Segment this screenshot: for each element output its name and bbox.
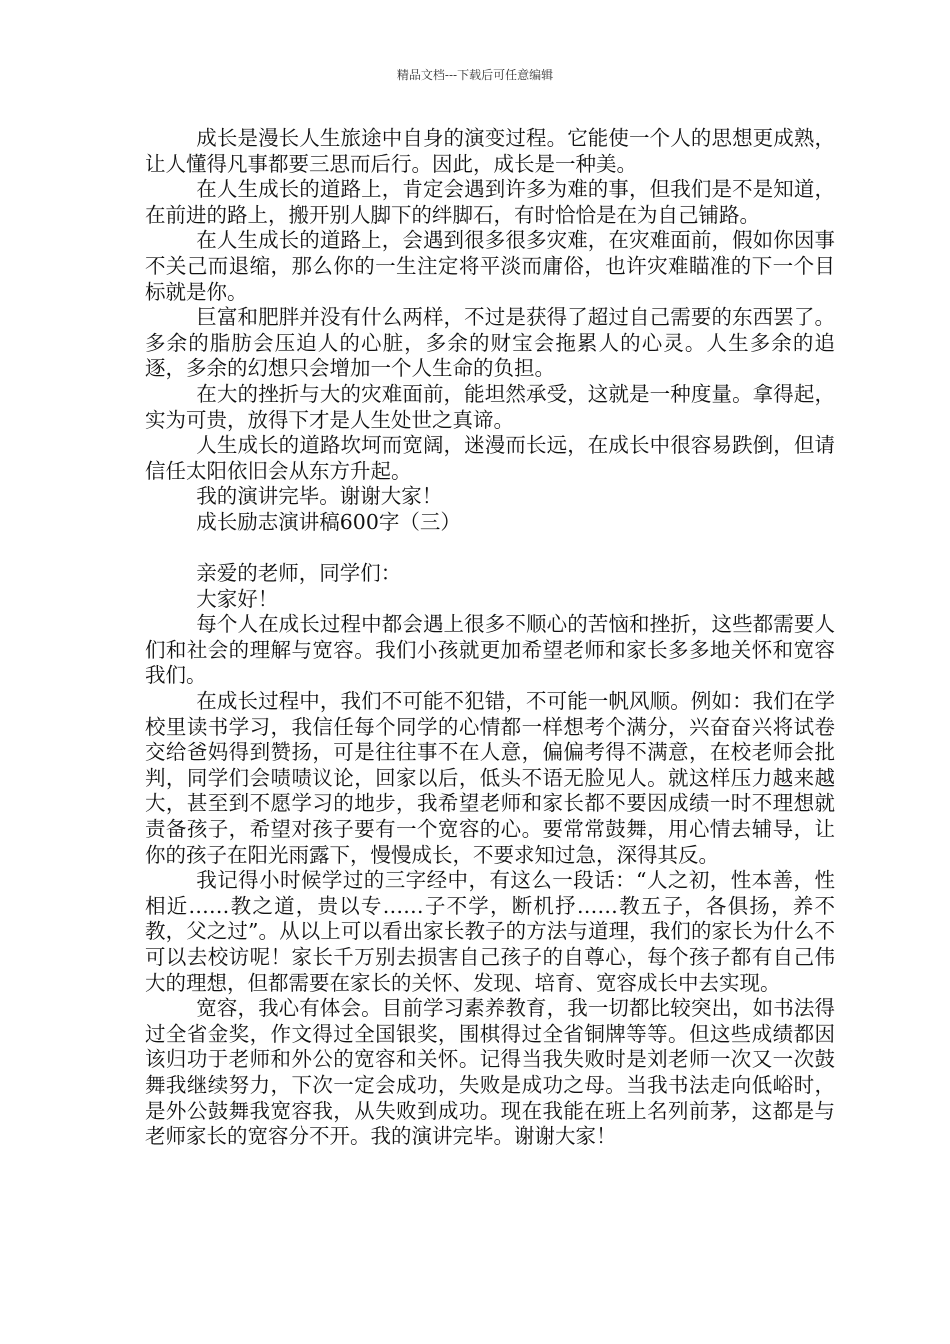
paragraph: 每个人在成长过程中都会遇上很多不顺心的苦恼和挫折，这些都需要人们和社会的理解与宽容。我们小孩就更加希望老师和家长多多地关怀和宽容我们。 [145,612,835,688]
paragraph: 在成长过程中，我们不可能不犯错，不可能一帆风顺。例如：我们在学校里读书学习，我信任每个同学的心情都一样想考个满分，兴奋奋兴将试卷交给爸妈得到赞扬，可是往往事不在人意，偏偏考得不满意，在校老师会批判，同学们会啧啧议论，回家以后，低头不语无脸见人。就这样压力越来越大，甚至到不愿学习的地步，我希望老师和家长都不要因成绩一时不理想就责备孩子，希望对孩子要有一个宽容的心。要常常鼓舞，用心情去辅导，让你的孩子在阳光雨露下，慢慢成长，不要求知过急，深得其反。 [145,689,835,867]
closing-line: 我的演讲完毕。谢谢大家！ [196,484,443,509]
paragraph: 在人生成长的道路上，会遇到很多很多灾难，在灾难面前，假如你因事不关己而退缩，那么你的一生注定将平淡而庸俗，也许灾难瞄准的下一个目标就是你。 [145,228,835,304]
paragraph: 我记得小时候学过的三字经中，有这么一段话：“人之初，性本善，性相近……教之道，贵以专……子不学，断机抒……教五子，各俱扬，养不教，父之过”。从以上可以看出家长教子的方法与道理，我们的家长为什么不可以去校访呢！家长千万别去损害自己孩子的自尊心，每个孩子都有自己伟大的理想，但都需要在家长的关怀、发现、培育、宽容成长中去实现。 [145,868,835,995]
paragraph: 成长是漫长人生旅途中自身的演变过程。它能使一个人的思想更成熟，让人懂得凡事都要三思而后行。因此，成长是一种美。 [145,126,835,176]
paragraph: 巨富和肥胖并没有什么两样，不过是获得了超过自己需要的东西罢了。多余的脂肪会压迫人的心脏，多余的财宝会拖累人的心灵。人生多余的追逐，多余的幻想只会增加一个人生命的负担。 [145,305,835,381]
salutation: 亲爱的老师，同学们： [196,561,402,586]
paragraph: 在人生成长的道路上，肯定会遇到许多为难的事，但我们是不是知道，在前进的路上，搬开别人脚下的绊脚石，有时恰恰是在为自己铺路。 [145,177,835,227]
page-header: 精品文档---下载后可任意编辑 [396,68,554,82]
document-body [145,126,835,1150]
section-title: 成长励志演讲稿600字（三） [196,509,461,534]
paragraph: 人生成长的道路坎坷而宽阔，迷漫而长远，在成长中很容易跌倒，但请信任太阳依旧会从东方升起。 [145,433,835,483]
greeting: 大家好！ [196,586,279,611]
blank-line [145,536,835,562]
paragraph: 在大的挫折与大的灾难面前，能坦然承受，这就是一种度量。拿得起，实为可贵，放得下才是人生处世之真谛。 [145,381,835,432]
paragraph: 宽容，我心有体会。目前学习素养教育，我一切都比较突出，如书法得过全省金奖，作文得过全国银奖，围棋得过全省铜牌等等。但这些成绩都因该归功于老师和外公的宽容和关怀。记得当我失败时是刘老师一次又一次鼓舞我继续努力，下次一定会成功，失败是成功之母。当我书法走向低峪时，是外公鼓舞我宽容我，从失败到成功。现在我能在班上名列前茅，这都是与老师家长的宽容分不开。我的演讲完毕。谢谢大家！ [145,996,835,1149]
